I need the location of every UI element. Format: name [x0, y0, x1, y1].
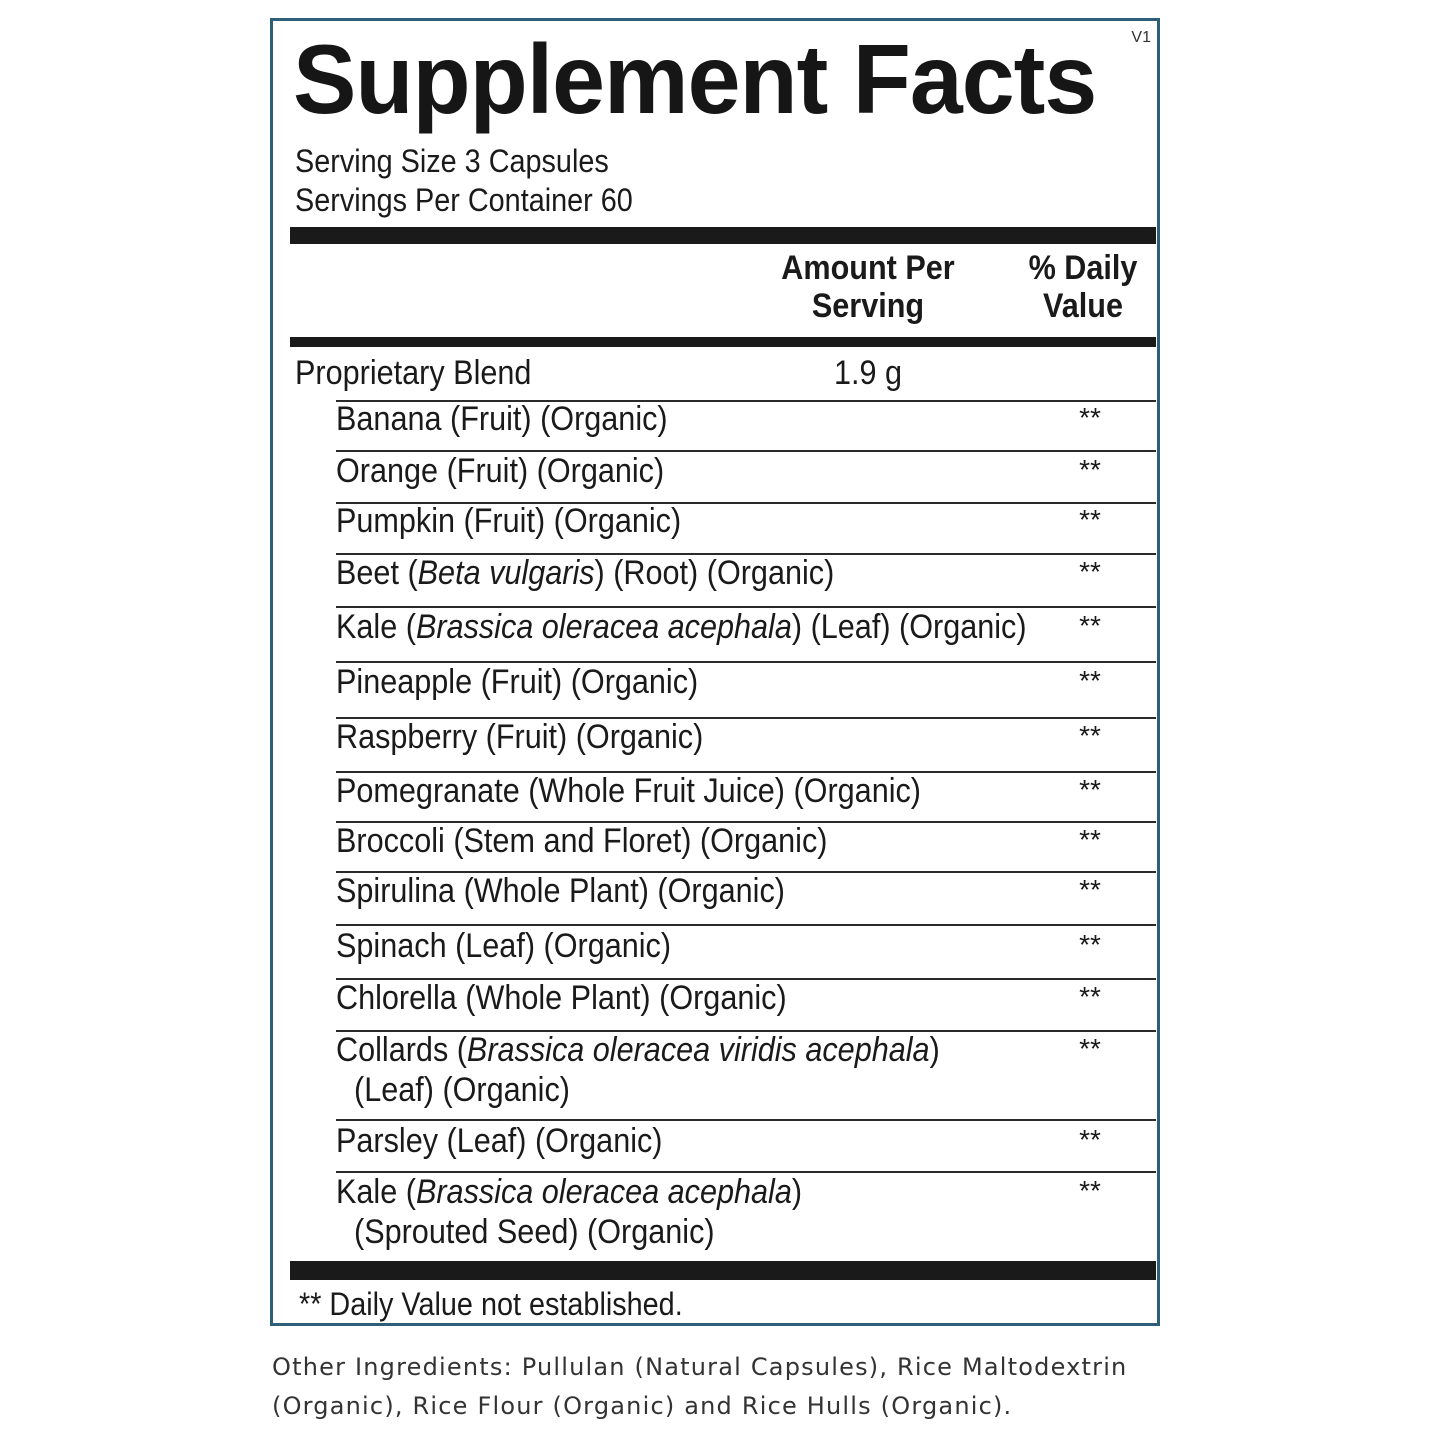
- ingredient-text: ): [929, 1031, 940, 1069]
- ingredient-text: Pineapple (Fruit) (Organic): [336, 663, 699, 701]
- ingredient-line1: [336, 452, 664, 490]
- ingredient-line2: (Leaf) (Organic): [354, 1071, 570, 1109]
- ingredient-name: [336, 451, 664, 491]
- ingredient-line1: [336, 822, 827, 860]
- ingredient-daily-value: **: [1079, 774, 1101, 805]
- ingredient-text: Kale (: [336, 1173, 416, 1211]
- ingredient-text: ) (Leaf) (Organic): [791, 608, 1027, 646]
- ingredient-daily-value: **: [1079, 824, 1101, 855]
- ingredient-daily-value: **: [1079, 1124, 1101, 1155]
- ingredient-daily-value: **: [1079, 981, 1101, 1012]
- blend-amount: 1.9 g: [833, 354, 903, 392]
- panel-title: Supplement Facts: [293, 24, 1097, 134]
- ingredient-text: Raspberry (Fruit) (Organic): [336, 718, 704, 756]
- header-amount-line1: Amount Per: [781, 249, 955, 287]
- ingredient-text: Kale (: [336, 608, 416, 646]
- ingredient-daily-value: **: [1079, 874, 1101, 905]
- ingredient-line1: [336, 1031, 940, 1069]
- ingredient-text: Pomegranate (Whole Fruit Juice) (Organic): [336, 772, 922, 810]
- ingredient-line1: [336, 872, 785, 910]
- ingredient-text: Spirulina (Whole Plant) (Organic): [336, 872, 785, 910]
- ingredient-latin-name: Brassica oleracea acephala: [415, 1173, 792, 1211]
- ingredient-text: Beet (: [336, 554, 418, 592]
- ingredient-daily-value: **: [1079, 610, 1101, 641]
- ingredient-name: [336, 662, 698, 702]
- ingredient-daily-value: **: [1079, 504, 1101, 535]
- ingredient-line2: (Sprouted Seed) (Organic): [354, 1213, 715, 1251]
- ingredient-latin-name: Beta vulgaris: [417, 554, 595, 592]
- ingredient-line1: [336, 1173, 802, 1211]
- ingredient-line1: [336, 663, 698, 701]
- ingredient-text: Parsley (Leaf) (Organic): [336, 1122, 663, 1160]
- ingredient-name: [336, 821, 827, 861]
- ingredient-name: [336, 871, 785, 911]
- ingredient-daily-value: **: [1079, 929, 1101, 960]
- ingredient-daily-value: **: [1079, 556, 1101, 587]
- header-dv-line1: % Daily: [1028, 249, 1138, 287]
- footnote: ** Daily Value not established.: [299, 1286, 683, 1322]
- ingredient-line1: [336, 1122, 663, 1160]
- ingredient-line1: [336, 400, 668, 438]
- ingredient-name: [336, 501, 681, 541]
- ingredient-daily-value: **: [1079, 720, 1101, 751]
- ingredient-line1: [336, 772, 921, 810]
- header-daily-value: [1020, 249, 1146, 325]
- ingredient-text: ): [791, 1173, 803, 1211]
- ingredient-line1: [336, 718, 703, 756]
- serving-size: Serving Size 3 Capsules: [295, 143, 609, 179]
- servings-per-container: Servings Per Container 60: [295, 182, 633, 218]
- ingredient-name: [336, 1030, 940, 1110]
- ingredient-daily-value: **: [1079, 1033, 1101, 1064]
- header-dv-line2: Value: [1043, 287, 1123, 325]
- header-amount-per-serving: [769, 249, 967, 325]
- ingredient-name: [336, 1172, 802, 1252]
- ingredient-name: [336, 926, 671, 966]
- thick-divider-top: [290, 227, 1156, 244]
- ingredient-name: [336, 399, 668, 439]
- ingredient-line1: [336, 927, 671, 965]
- ingredient-daily-value: **: [1079, 665, 1101, 696]
- medium-divider: [290, 337, 1156, 347]
- ingredient-text: Orange (Fruit) (Organic): [336, 452, 665, 490]
- ingredient-text: Banana (Fruit) (Organic): [336, 400, 668, 438]
- thick-divider-bottom: [290, 1261, 1156, 1280]
- ingredient-name: [336, 978, 787, 1018]
- blend-name: Proprietary Blend: [295, 354, 532, 392]
- ingredient-name: [336, 1121, 663, 1161]
- ingredient-line1: [336, 608, 1027, 646]
- ingredient-daily-value: **: [1079, 1175, 1101, 1206]
- ingredient-name: [336, 553, 834, 593]
- ingredient-daily-value: **: [1079, 402, 1101, 433]
- version-code: V1: [1131, 29, 1151, 46]
- header-amount-line2: Serving: [811, 287, 925, 325]
- ingredient-text: Pumpkin (Fruit) (Organic): [336, 502, 682, 540]
- ingredient-line1: [336, 502, 681, 540]
- ingredient-line1: [336, 554, 834, 592]
- other-ingredients: Other Ingredients: Pullulan (Natural Capsules), Rice Maltodextrin (Organic), Rice Flour (Organic) and Rice Hulls (Organic).: [272, 1353, 1128, 1420]
- ingredient-text: Broccoli (Stem and Floret) (Organic): [336, 822, 828, 860]
- ingredient-latin-name: Brassica oleracea viridis acephala: [466, 1031, 930, 1069]
- ingredient-text: Collards (: [336, 1031, 467, 1069]
- ingredient-name: [336, 771, 921, 811]
- ingredient-text: Spinach (Leaf) (Organic): [336, 927, 672, 965]
- ingredient-daily-value: **: [1079, 454, 1101, 485]
- ingredient-text: Chlorella (Whole Plant) (Organic): [336, 979, 787, 1017]
- ingredient-text: ) (Root) (Organic): [594, 554, 835, 592]
- supplement-facts-panel: [270, 18, 1160, 1326]
- ingredient-latin-name: Brassica oleracea acephala: [415, 608, 792, 646]
- ingredient-line1: [336, 979, 787, 1017]
- ingredient-name: [336, 607, 1027, 647]
- ingredient-name: [336, 717, 703, 757]
